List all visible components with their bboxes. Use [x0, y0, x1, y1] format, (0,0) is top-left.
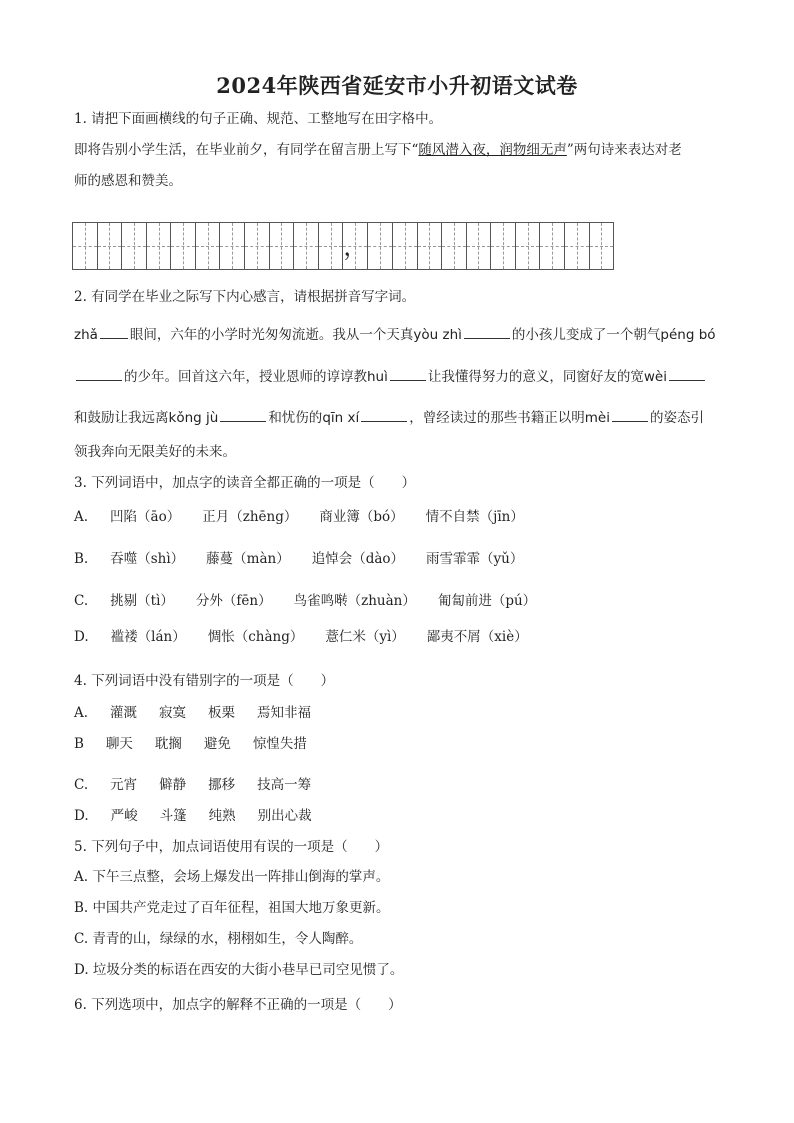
grid-cell[interactable]	[245, 223, 270, 269]
option-label: B	[74, 736, 84, 752]
option-word: 斗篷	[159, 808, 187, 824]
q2-text: 的少年。回首这六年，授业恩师的谆谆教	[124, 369, 367, 385]
option-word: 纯熟	[208, 808, 236, 824]
option-word: 严峻	[110, 808, 138, 824]
option-word: 元宵	[110, 777, 138, 793]
option-word: 凹陷（āo）	[110, 509, 181, 525]
option-label: C.	[74, 593, 89, 609]
option-word: 褴褛（lán）	[110, 629, 186, 645]
grid-cell[interactable]	[467, 223, 492, 269]
grid-cell[interactable]	[220, 223, 245, 269]
q2-line1	[74, 324, 716, 344]
grid-cell[interactable]	[294, 223, 319, 269]
grid-cell[interactable]	[540, 223, 565, 269]
q2-stem: 2. 有同学在毕业之际写下内心感言，请根据拼音写字词。	[74, 289, 416, 305]
grid-cell[interactable]	[368, 223, 393, 269]
grid-cell[interactable]	[319, 223, 344, 269]
q3-option-b[interactable]	[74, 550, 545, 568]
q5-stem: 5. 下列句子中，加点词语使用有误的一项是（ ）	[74, 839, 389, 855]
option-word: 技高一筹	[257, 777, 312, 793]
q5-option-d[interactable]: D. 垃圾分类的标语在西安的大街小巷早已司空见惯了。	[74, 962, 404, 978]
grid-cell[interactable]	[442, 223, 467, 269]
option-word: 挑剔（tì）	[110, 593, 174, 609]
q3-option-c[interactable]	[74, 592, 558, 610]
grid-cell[interactable]	[73, 223, 98, 269]
q2-line4: 领我奔向无限美好的未来。	[74, 444, 236, 460]
q2-text: ，曾经读过的那些书籍正以明	[409, 410, 585, 426]
grid-cell[interactable]	[516, 223, 541, 269]
pinyin-youzhi: yòu zhì	[413, 327, 462, 343]
pinyin-kongju: kǒng jù	[168, 410, 219, 426]
answer-blank[interactable]	[464, 324, 510, 339]
q2-text: 的小孩儿变成了一个朝气	[511, 327, 661, 343]
q3-option-d[interactable]	[74, 628, 550, 646]
answer-blank[interactable]	[76, 366, 122, 381]
option-word: 匍匐前进（pú）	[437, 593, 537, 609]
option-word: 鸟雀鸣啭（zhuàn）	[293, 593, 416, 609]
q1-text-b: ”两句诗来表达对老	[566, 142, 682, 158]
q5-option-a[interactable]: A. 下午三点整，会场上爆发出一阵排山倒海的掌声。	[74, 869, 390, 885]
answer-blank[interactable]	[390, 366, 426, 381]
grid-cell[interactable]	[393, 223, 418, 269]
q2-text: 的姿态引	[649, 410, 704, 426]
pinyin-zha: zhǎ	[74, 327, 98, 343]
option-word: 聊天	[105, 736, 133, 752]
q2-text: 让我懂得努力的意义，同窗好友的宽	[427, 369, 644, 385]
q5-option-c[interactable]: C. 青青的山，绿绿的水，栩栩如生，令人陶醉。	[74, 931, 363, 947]
grid-cell[interactable]	[98, 223, 123, 269]
option-word: 藤蔓（màn）	[206, 551, 290, 567]
option-word: 吞噬（shì）	[110, 551, 185, 567]
answer-blank[interactable]	[669, 366, 705, 381]
q2-text: 眼间，六年的小学时光匆匆流逝。我从一个天真	[129, 327, 414, 343]
option-word: 薏仁米（yì）	[325, 629, 405, 645]
grid-cell[interactable]	[565, 223, 590, 269]
grid-cell[interactable]	[171, 223, 196, 269]
q2-line2	[74, 366, 707, 386]
tianzige-grid[interactable]	[72, 222, 614, 270]
q2-text: 和忧伤的	[268, 410, 323, 426]
grid-cell[interactable]	[590, 223, 614, 269]
answer-blank[interactable]	[612, 407, 648, 422]
option-label: C.	[74, 777, 89, 793]
answer-blank[interactable]	[361, 407, 407, 422]
option-word: 僻静	[159, 777, 187, 793]
option-word: 惆怅（chàng）	[207, 629, 304, 645]
option-word: 别出心裁	[257, 808, 312, 824]
option-word: 雨雪霏霏（yǔ）	[426, 551, 524, 567]
grid-cell[interactable]	[270, 223, 295, 269]
q2-text: 和鼓励让我远离	[74, 410, 169, 426]
q4-stem: 4. 下列词语中没有错别字的一项是（ ）	[74, 673, 335, 689]
pinyin-hui: huì	[367, 369, 388, 385]
q4-option-a[interactable]	[74, 704, 333, 722]
grid-cell[interactable]	[418, 223, 443, 269]
q4-option-c[interactable]	[74, 776, 333, 794]
option-word: 灌溉	[110, 705, 138, 721]
q3-option-a[interactable]	[74, 508, 546, 526]
pinyin-wei: wèi	[643, 369, 667, 385]
q3-stem: 3. 下列词语中，加点字的读音全都正确的一项是（ ）	[74, 475, 416, 491]
answer-blank[interactable]	[220, 407, 266, 422]
option-label: A.	[74, 705, 89, 721]
q2-line3	[74, 407, 704, 427]
option-word: 挪移	[208, 777, 236, 793]
option-word: 分外（fēn）	[195, 593, 272, 609]
q1-text-line2: 师的感恩和赞美。	[74, 173, 182, 189]
page-title: 2024年陕西省延安市小升初语文试卷	[216, 73, 578, 98]
pinyin-mei: mèi	[584, 410, 610, 426]
q1-stem: 1. 请把下面画横线的句子正确、规范、工整地写在田字格中。	[74, 111, 443, 127]
option-word: 惊惶失措	[252, 736, 307, 752]
pinyin-pengbo: péng bó	[660, 327, 716, 343]
option-word: 商业簿（bó）	[319, 509, 404, 525]
q6-stem: 6. 下列选项中，加点字的解释不正确的一项是（ ）	[74, 997, 402, 1013]
answer-blank[interactable]	[100, 324, 128, 339]
q5-option-b[interactable]: B. 中国共产党走过了百年征程，祖国大地万象更新。	[74, 900, 390, 916]
option-word: 鄙夷不屑（xiè）	[426, 629, 528, 645]
option-word: 避免	[203, 736, 231, 752]
q4-option-d[interactable]	[74, 807, 334, 825]
grid-cell[interactable]	[491, 223, 516, 269]
grid-comma: ，	[343, 233, 368, 261]
option-label: B.	[74, 551, 89, 567]
option-word: 追悼会（dào）	[311, 551, 405, 567]
grid-cell[interactable]	[122, 223, 147, 269]
option-label: D.	[74, 629, 89, 645]
option-label: D.	[74, 808, 89, 824]
q4-option-b[interactable]	[74, 735, 329, 753]
option-word: 寂寞	[159, 705, 187, 721]
q1-text-a: 即将告别小学生活，在毕业前夕，有同学在留言册上写下“	[74, 142, 419, 158]
option-word: 耽搁	[154, 736, 182, 752]
option-word: 情不自禁（jīn）	[425, 509, 524, 525]
option-label: A.	[74, 509, 89, 525]
grid-cell[interactable]	[147, 223, 172, 269]
q1-text-line1	[74, 141, 682, 159]
option-word: 板栗	[208, 705, 236, 721]
grid-cell[interactable]	[196, 223, 221, 269]
grid-cell-comma[interactable]	[343, 223, 368, 269]
pinyin-qinxi: qīn xí	[322, 410, 360, 426]
q1-underlined-sentence: 随风潜入夜，润物细无声	[418, 142, 567, 158]
option-word: 正月（zhēng）	[202, 509, 298, 525]
option-word: 焉知非福	[257, 705, 312, 721]
